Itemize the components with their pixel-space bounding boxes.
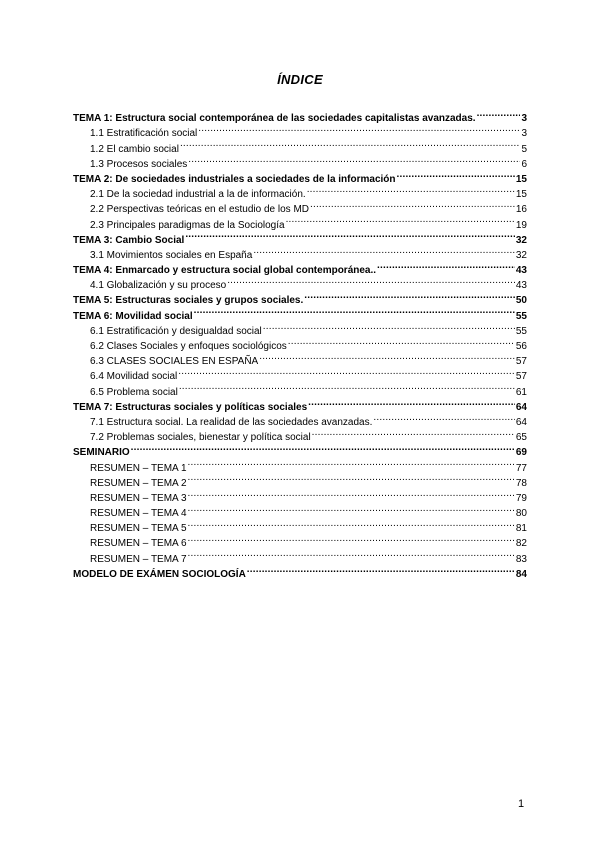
toc-entry-label: 3.1 Movimientos sociales en España xyxy=(90,249,253,261)
toc-entry-label: TEMA 3: Cambio Social xyxy=(73,234,185,246)
toc-entry-page: 50 xyxy=(515,295,527,307)
toc-entry-label: TEMA 5: Estructuras sociales y grupos sociales. xyxy=(73,295,304,307)
toc-dot-leader xyxy=(310,197,515,212)
toc-entry-label: RESUMEN – TEMA 3 xyxy=(90,492,187,504)
toc-dot-leader xyxy=(247,562,515,577)
toc-dot-leader xyxy=(178,364,515,379)
toc-dot-leader xyxy=(312,425,515,440)
toc-entry-page: 69 xyxy=(515,447,527,459)
toc-entry-page: 65 xyxy=(515,432,527,444)
toc-dot-leader xyxy=(179,379,515,394)
toc-dot-leader xyxy=(307,182,515,197)
toc-entry-page: 55 xyxy=(515,325,527,337)
toc-entry-label: TEMA 1: Estructura social contemporánea de las sociedades capitalistas avanzadas. xyxy=(73,113,476,125)
toc-entry-page: 81 xyxy=(515,523,527,535)
toc-entry-label: RESUMEN – TEMA 1 xyxy=(90,462,187,474)
toc-entry-label: 6.5 Problema social xyxy=(90,386,178,398)
toc-dot-leader xyxy=(304,288,515,303)
toc-entry-label: 1.1 Estratificación social xyxy=(90,128,198,140)
toc-entry-page: 15 xyxy=(515,173,527,185)
toc-dot-leader xyxy=(188,471,515,486)
toc-dot-leader xyxy=(198,121,520,136)
toc-entry-page: 19 xyxy=(515,219,527,231)
toc-entry-label: 1.2 El cambio social xyxy=(90,143,179,155)
toc-dot-leader xyxy=(227,273,515,288)
toc-entry-label: RESUMEN – TEMA 2 xyxy=(90,477,187,489)
toc-chapter-entry[interactable] xyxy=(73,440,527,459)
toc-entry-page: 64 xyxy=(515,401,527,413)
toc-entry-page: 80 xyxy=(515,508,527,520)
toc-dot-leader xyxy=(288,334,515,349)
page-number: 1 xyxy=(518,798,525,810)
toc-entry-label: 2.3 Principales paradigmas de la Sociología xyxy=(90,219,285,231)
toc-dot-leader xyxy=(188,516,515,531)
table-of-contents xyxy=(73,106,527,580)
toc-dot-leader xyxy=(188,546,515,561)
toc-entry-page: 16 xyxy=(515,204,527,216)
toc-entry-label: TEMA 4: Enmarcado y estructura social global contemporánea.. xyxy=(73,265,377,277)
toc-entry-page: 3 xyxy=(521,128,527,140)
toc-entry-page: 3 xyxy=(521,113,527,125)
toc-dot-leader xyxy=(477,106,521,121)
toc-entry-page: 77 xyxy=(515,462,527,474)
toc-dot-leader xyxy=(180,136,521,151)
toc-entry-label: 2.2 Perspectivas teóricas en el estudio de los MD xyxy=(90,204,309,216)
toc-dot-leader xyxy=(188,152,520,167)
toc-entry-page: 84 xyxy=(515,568,527,580)
toc-entry-label: TEMA 6: Movilidad social xyxy=(73,310,193,322)
toc-dot-leader xyxy=(188,455,515,470)
toc-chapter-entry[interactable] xyxy=(73,106,527,125)
toc-dot-leader xyxy=(194,303,515,318)
toc-dot-leader xyxy=(185,228,515,243)
toc-entry-label: RESUMEN – TEMA 6 xyxy=(90,538,187,550)
toc-entry-page: 79 xyxy=(515,492,527,504)
toc-entry-label: RESUMEN – TEMA 7 xyxy=(90,553,187,565)
toc-entry-label: RESUMEN – TEMA 5 xyxy=(90,523,187,535)
toc-entry-page: 57 xyxy=(515,356,527,368)
toc-entry-label: 7.2 Problemas sociales, bienestar y política social xyxy=(90,432,311,444)
toc-dot-leader xyxy=(259,349,515,364)
index-title: ÍNDICE xyxy=(277,72,323,87)
toc-entry-label: 1.3 Procesos sociales xyxy=(90,158,188,170)
toc-entry-page: 57 xyxy=(515,371,527,383)
toc-dot-leader xyxy=(377,258,515,273)
toc-entry-page: 15 xyxy=(515,189,527,201)
toc-entry-page: 55 xyxy=(515,310,527,322)
toc-entry-label: 6.2 Clases Sociales y enfoques sociológicos xyxy=(90,341,287,352)
toc-entry-label: 6.3 CLASES SOCIALES EN ESPAÑA xyxy=(90,356,259,368)
toc-dot-leader xyxy=(188,531,515,546)
toc-entry-label: MODELO DE EXÁMEN SOCIOLOGÍA xyxy=(73,568,246,580)
toc-entry-label: 7.1 Estructura social. La realidad de las sociedades avanzadas. xyxy=(90,416,373,428)
toc-dot-leader xyxy=(308,395,515,410)
toc-entry-page: 56 xyxy=(515,341,527,352)
toc-dot-leader xyxy=(263,319,515,334)
toc-dot-leader xyxy=(286,212,515,227)
toc-entry-page: 32 xyxy=(515,249,527,261)
toc-entry-label: 6.1 Estratificación y desigualdad social xyxy=(90,325,262,337)
toc-dot-leader xyxy=(188,486,515,501)
toc-entry-label: RESUMEN – TEMA 4 xyxy=(90,508,187,520)
toc-section-entry[interactable] xyxy=(73,455,527,474)
toc-entry-label: TEMA 7: Estructuras sociales y políticas sociales xyxy=(73,401,308,413)
toc-entry-label: 4.1 Globalización y su proceso xyxy=(90,280,227,292)
toc-entry-page: 82 xyxy=(515,538,527,550)
toc-dot-leader xyxy=(253,243,515,258)
toc-dot-leader xyxy=(397,167,515,182)
toc-entry-page: 78 xyxy=(515,477,527,489)
toc-entry-page: 64 xyxy=(515,416,527,428)
toc-entry-page: 61 xyxy=(515,386,527,398)
toc-dot-leader xyxy=(373,410,514,425)
toc-entry-label: TEMA 2: De sociedades industriales a sociedades de la información xyxy=(73,173,396,185)
toc-entry-page: 32 xyxy=(515,234,527,246)
toc-entry-label: SEMINARIO xyxy=(73,447,130,459)
toc-entry-page: 5 xyxy=(521,143,527,155)
toc-dot-leader xyxy=(188,501,515,516)
toc-entry-page: 43 xyxy=(515,265,527,277)
toc-entry-label: 6.4 Movilidad social xyxy=(90,371,178,383)
toc-entry-label: 2.1 De la sociedad industrial a la de información. xyxy=(90,189,306,201)
toc-entry-page: 83 xyxy=(515,553,527,565)
toc-dot-leader xyxy=(131,440,515,455)
toc-entry-page: 6 xyxy=(521,158,527,170)
toc-entry-page: 43 xyxy=(515,280,527,292)
